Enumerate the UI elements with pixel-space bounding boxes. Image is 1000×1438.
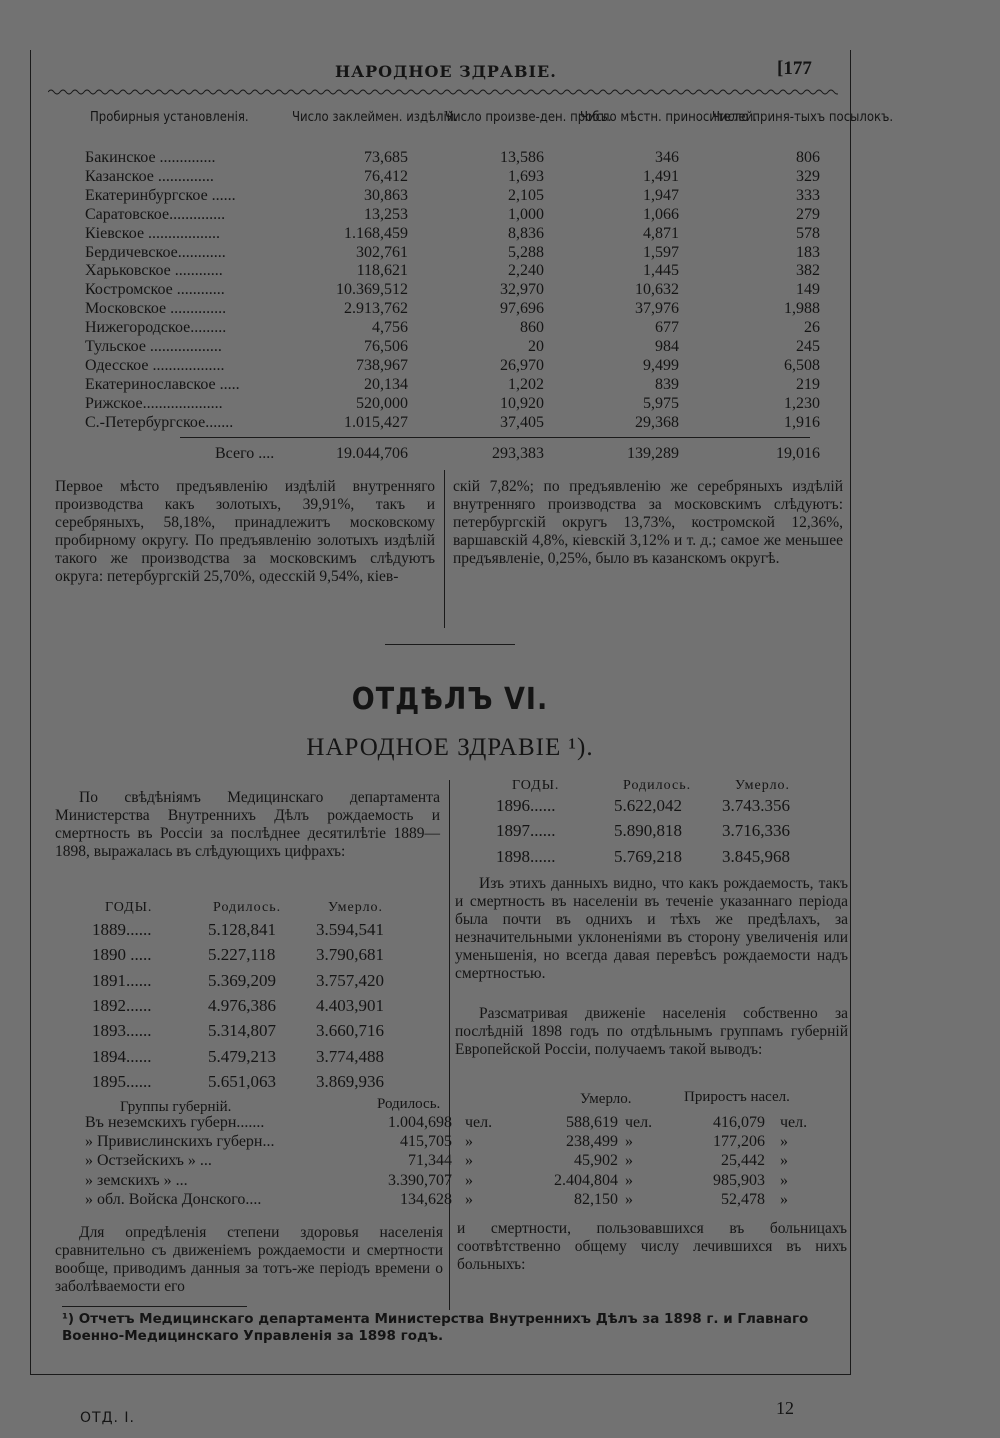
closing-left: Для опредѣленія степени здоровья населенія сравнительно съ движеніемъ рождаемости и смертности вообще, приводимъ данныя за тотъ-же періодъ времени о заболѣваемости его: [55, 1224, 443, 1295]
paragraph-left: Первое мѣсто предъявленію издѣлій внутренняго производства какъ золотыхъ, 39,91%, такъ и серебряныхъ, 58,18%, принадлежитъ московскому пробирному округу. По предъявленію золотыхъ издѣлій такого же производства за московскимъ слѣдуютъ округа: петербургскій 25,70%, одесскій 9,54%, кіев-: [55, 478, 435, 585]
institution-name: Московское ..............: [85, 300, 227, 318]
group-growth: 177,206: [713, 1133, 765, 1151]
group-name: » Остзейскихъ » ...: [85, 1152, 212, 1170]
group-name: » Привислинскихъ губерн...: [85, 1133, 275, 1151]
stamped-count: 520,000: [356, 394, 408, 412]
column-divider: [444, 470, 445, 628]
parcels-count: 1,230: [784, 394, 820, 412]
group-unit: »: [465, 1171, 473, 1189]
died-value: 3.790,681: [316, 945, 384, 965]
year-label: 1898......: [496, 846, 556, 866]
institution-name: Одесское ..................: [85, 356, 225, 374]
institution-name: Тульское ..................: [85, 338, 222, 355]
footer-section-label: ОТД. I.: [80, 1410, 135, 1426]
carriers-count: 10,632: [635, 281, 679, 299]
assay-table-row: [85, 261, 825, 280]
institution-name: Саратовское..............: [85, 205, 226, 223]
carriers-count: 9,499: [643, 356, 679, 374]
year-label: 1890 .....: [92, 945, 152, 965]
carriers-count: 29,368: [635, 413, 679, 431]
born-header-label-right: Родилось.: [623, 778, 692, 793]
tests-count: 32,970: [500, 281, 544, 299]
assay-table-row: [85, 375, 825, 394]
born-value: 5.622,042: [614, 796, 682, 815]
group-unit: »: [625, 1190, 633, 1208]
carriers-count: 346: [655, 149, 679, 166]
total-tests: 293,383: [492, 445, 544, 462]
groups-header-died: Умерло.: [580, 1091, 632, 1107]
col-header-tests: Число произве-ден. пробъ.: [445, 110, 612, 125]
group-name: Въ неземскихъ губерн.......: [85, 1114, 265, 1131]
group-growth: 416,079: [713, 1114, 765, 1131]
born-value: 5.227,118: [208, 945, 276, 965]
assay-table-row: [85, 186, 825, 205]
tests-count: 5,288: [508, 243, 544, 261]
group-unit: »: [465, 1190, 473, 1208]
group-born: 1.004,698: [388, 1114, 452, 1131]
tests-count: 1,202: [508, 375, 544, 393]
born-value: 5.128,841: [208, 920, 276, 939]
stamped-count: 20,134: [364, 375, 408, 393]
born-value: 4.976,386: [208, 995, 276, 1015]
parcels-count: 6,508: [784, 356, 820, 374]
stamped-count: 738,967: [356, 356, 408, 374]
stamped-count: 2.913,762: [344, 300, 408, 318]
institution-name: Костромское ............: [85, 281, 225, 299]
carriers-count: 984: [655, 338, 679, 355]
group-name: » земскихъ » ...: [85, 1171, 188, 1189]
tests-count: 2,105: [508, 186, 544, 204]
stamped-count: 30,863: [364, 186, 408, 204]
total-stamped: 19.044,706: [336, 445, 408, 462]
assay-table-row: [85, 224, 825, 243]
group-unit: »: [625, 1133, 633, 1151]
group-died: 238,499: [566, 1133, 618, 1151]
group-unit: »: [625, 1152, 633, 1170]
born-header-label: Родилось.: [213, 900, 282, 915]
group-growth: 52,478: [721, 1190, 765, 1208]
group-died: 82,150: [574, 1190, 618, 1208]
carriers-count: 1,066: [643, 205, 679, 223]
group-died: 2.404,804: [554, 1171, 618, 1189]
died-value: 3.660,716: [316, 1021, 384, 1041]
assay-table-row: [85, 394, 825, 413]
died-value: 3.869,936: [316, 1071, 384, 1091]
died-header-label-right: Умерло.: [735, 778, 791, 793]
tests-count: 860: [520, 319, 544, 337]
group-unit: »: [780, 1190, 788, 1208]
year-label: 1894......: [92, 1046, 152, 1066]
stamped-count: 13,253: [364, 205, 408, 223]
wavy-divider: [48, 88, 838, 96]
group-died: 588,619: [566, 1114, 618, 1131]
parcels-count: 1,916: [784, 413, 820, 431]
year-label: 1895......: [92, 1071, 152, 1091]
assay-table-row: [85, 318, 825, 337]
total-rule: [180, 437, 810, 438]
col-header-parcels: Число приня-тыхъ посылокъ.: [712, 110, 894, 125]
footnote: ¹) Отчетъ Медицинскаго департамента Министерства Внутреннихъ Дѣлъ за 1898 г. и Главнаго Военно-Медицинскаго Управленія за 1898 годъ.: [62, 1311, 809, 1344]
assay-total-row: [85, 444, 825, 463]
groups-header-born: Родилось.: [377, 1096, 441, 1112]
section-rule: [385, 644, 515, 645]
group-unit: »: [465, 1152, 473, 1170]
died-value: 3.845,968: [722, 846, 790, 866]
total-label: Всего ....: [215, 445, 275, 462]
closing-right: и смертности, пользовавшихся въ больницахъ соотвѣтственно общему числу лечившихся въ нихъ больныхъ:: [457, 1220, 847, 1273]
carriers-count: 677: [655, 319, 679, 337]
tests-count: 26,970: [500, 356, 544, 374]
stamped-count: 302,761: [356, 243, 408, 261]
years-header-label: ГОДЫ.: [105, 900, 153, 915]
died-value: 3.743.356: [722, 796, 790, 815]
stamped-count: 1.168,459: [344, 224, 408, 242]
institution-name: Екатеринославское .....: [85, 375, 240, 393]
died-value: 3.716,336: [722, 821, 790, 841]
group-unit: чел.: [780, 1114, 808, 1131]
died-value: 4.403,901: [316, 995, 384, 1015]
column-divider-3: [449, 1218, 450, 1298]
assay-table-row: [85, 205, 825, 224]
tests-count: 97,696: [500, 300, 544, 318]
institution-name: Бакинское ..............: [85, 149, 216, 166]
stamped-count: 118,621: [356, 262, 408, 280]
assay-table-row: [85, 413, 825, 432]
groups-header-growth: Приростъ насел.: [684, 1089, 790, 1105]
tests-count: 8,836: [508, 224, 544, 242]
col-header-carriers: Число мѣстн. приносителей.: [580, 110, 757, 125]
carriers-count: 5,975: [643, 394, 679, 412]
year-label: 1891......: [92, 970, 152, 990]
carriers-count: 37,976: [635, 300, 679, 318]
parcels-count: 382: [796, 262, 820, 280]
total-carriers: 139,289: [627, 445, 679, 462]
tests-count: 10,920: [500, 394, 544, 412]
assay-table-row: [85, 356, 825, 375]
total-parcels: 19,016: [776, 445, 820, 462]
group-unit: чел.: [625, 1114, 653, 1131]
group-died: 45,902: [574, 1152, 618, 1170]
born-value: 5.479,213: [208, 1046, 276, 1066]
page-number: 12: [776, 1398, 794, 1418]
group-unit: »: [465, 1133, 473, 1151]
parcels-count: 578: [796, 224, 820, 242]
col-header-stamped: Число заклеймен. издѣлій.: [292, 110, 459, 125]
carriers-count: 4,871: [643, 224, 679, 242]
parcels-count: 149: [796, 281, 820, 299]
stamped-count: 10.369,512: [336, 281, 408, 299]
tests-count: 13,586: [500, 149, 544, 166]
parcels-count: 219: [796, 375, 820, 393]
carriers-count: 839: [655, 375, 679, 393]
analysis-paragraph: Изъ этихъ данныхъ видно, что какъ рождаемость, такъ и смертность въ населеніи въ теченіе указаннаго періода была почти въ однихъ и тѣхъ же предѣлахъ, за незначительными уклоненіями въ сторону увеличенія или уменьшенія, но всегда давая перевѣсъ рождаемости надъ смертностью.: [455, 875, 848, 982]
stamped-count: 1.015,427: [344, 413, 408, 431]
parcels-count: 806: [796, 149, 820, 166]
institution-name: Бердичевское............: [85, 243, 226, 261]
group-unit: »: [780, 1152, 788, 1170]
institution-name: Кіевское ..................: [85, 224, 221, 242]
carriers-count: 1,491: [643, 167, 679, 185]
tests-count: 20: [528, 338, 544, 355]
assay-table-row: [85, 337, 825, 356]
died-value: 3.774,488: [316, 1046, 384, 1066]
parcels-count: 183: [796, 243, 820, 261]
group-growth: 985,903: [713, 1171, 765, 1189]
group-unit: »: [780, 1133, 788, 1151]
group-born: 415,705: [400, 1133, 452, 1151]
year-label: 1889......: [92, 920, 152, 939]
year-label: 1897......: [496, 821, 556, 841]
assay-table-row: [85, 243, 825, 262]
group-growth: 25,442: [721, 1152, 765, 1170]
parcels-count: 279: [796, 205, 820, 223]
group-unit: чел.: [465, 1114, 493, 1131]
died-value: 3.594,541: [316, 920, 384, 939]
died-header-label: Умерло.: [328, 900, 384, 915]
born-value: 5.890,818: [614, 821, 682, 841]
group-unit: »: [625, 1171, 633, 1189]
group-born: 134,628: [400, 1190, 452, 1208]
assay-table-row: [85, 299, 825, 318]
institution-name: Екатеринбургское ......: [85, 186, 236, 204]
institution-name: С.-Петербургское.......: [85, 413, 234, 431]
parcels-count: 333: [796, 186, 820, 204]
assay-table-row: [85, 148, 825, 167]
stamped-count: 76,506: [364, 338, 408, 355]
tests-count: 1,000: [508, 205, 544, 223]
group-born: 71,344: [408, 1152, 452, 1170]
institution-name: Рижское....................: [85, 394, 223, 412]
institution-name: Нижегородское.........: [85, 319, 227, 337]
paragraph-right: скій 7,82%; по предъявленію же серебряныхъ издѣлій внутренняго производства за московскимъ слѣдуютъ: петербургскій округъ 13,73%, костромской 12,36%, варшавскій 4,8%, кіевскій 3,12% и т. д.; самое же меньшее предъявленіе, 0,25%, было въ казанскомъ округѣ.: [453, 478, 843, 567]
parcels-count: 26: [804, 319, 820, 337]
year-label: 1896......: [496, 796, 556, 815]
born-value: 5.369,209: [208, 970, 276, 990]
footnote-rule: [62, 1306, 247, 1307]
groups-header-name: Группы губерній.: [120, 1099, 232, 1115]
year-label: 1892......: [92, 995, 152, 1015]
group-name: » обл. Войска Донского....: [85, 1190, 262, 1208]
carriers-count: 1,947: [643, 186, 679, 204]
group-born: 3.390,707: [388, 1171, 452, 1189]
born-value: 5.769,218: [614, 846, 682, 866]
intro-paragraph: По свѣдѣніямъ Медицинскаго департамента Министерства Внутреннихъ Дѣлъ рождаемость и смертность въ Россіи за послѣднее десятилѣтіе 1889—1898, выражалась въ слѣдующихъ цифрахъ:: [55, 789, 440, 860]
carriers-count: 1,445: [643, 262, 679, 280]
institution-name: Харьковское ............: [85, 262, 223, 280]
running-header: НАРОДНОЕ ЗДРАВІЕ.: [335, 62, 557, 81]
parcels-count: 245: [796, 338, 820, 355]
died-value: 3.757,420: [316, 970, 384, 990]
stamped-count: 76,412: [364, 167, 408, 185]
assay-table-row: [85, 280, 825, 299]
carriers-count: 1,597: [643, 243, 679, 261]
tests-count: 1,693: [508, 167, 544, 185]
years-header-label-right: ГОДЫ.: [512, 778, 560, 793]
section-subtitle: НАРОДНОЕ ЗДРАВІЕ ¹).: [306, 734, 594, 761]
tests-count: 2,240: [508, 262, 544, 280]
parcels-count: 329: [796, 167, 820, 185]
tests-count: 37,405: [500, 413, 544, 431]
born-value: 5.651,063: [208, 1071, 276, 1091]
section-title: ОТДѢЛЪ VI.: [351, 682, 549, 717]
year-label: 1893......: [92, 1021, 152, 1041]
page-reference: [177: [777, 58, 812, 79]
assay-table-row: [85, 167, 825, 186]
born-value: 5.314,807: [208, 1021, 276, 1041]
stamped-count: 4,756: [372, 319, 408, 337]
group-unit: »: [780, 1171, 788, 1189]
groups-intro-paragraph: Разсматривая движеніе населенія собственно за послѣдній 1898 годъ по отдѣльнымъ группамъ губерній Европейской Россіи, получаемъ такой выводъ:: [455, 1005, 848, 1058]
col-header-institution: Пробирныя установленія.: [90, 110, 249, 125]
stamped-count: 73,685: [364, 149, 408, 166]
parcels-count: 1,988: [784, 300, 820, 318]
institution-name: Казанское ..............: [85, 167, 214, 185]
